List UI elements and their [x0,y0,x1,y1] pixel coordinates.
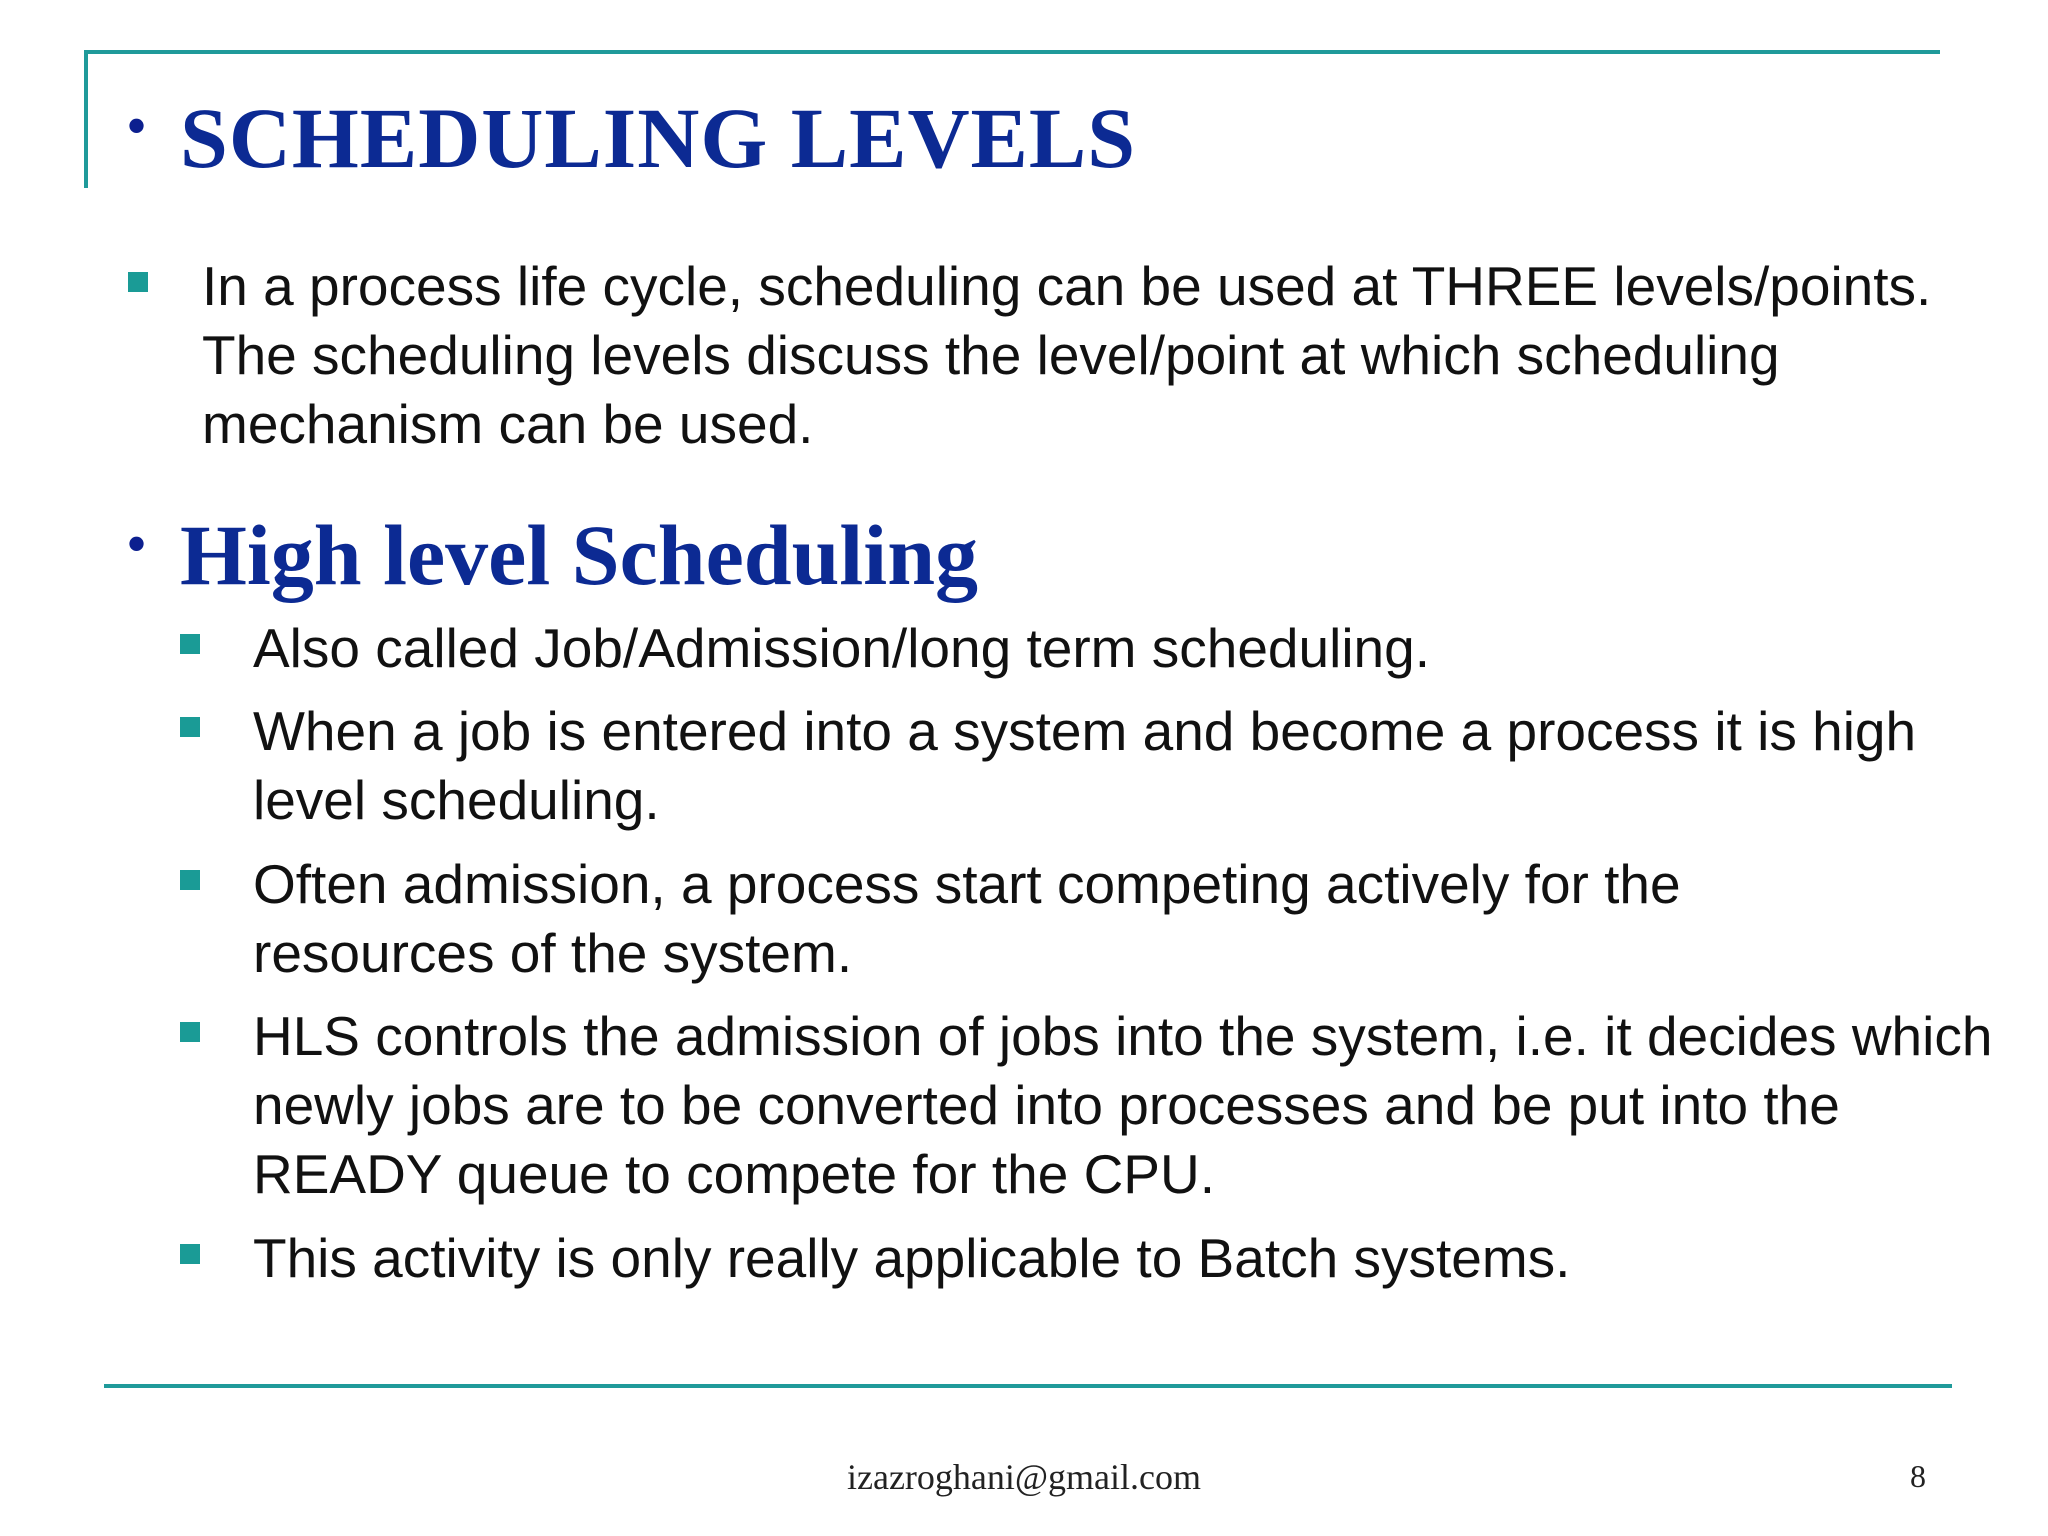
square-bullet-icon [128,272,148,292]
left-frame-line [84,50,88,188]
intro-paragraph: In a process life cycle, scheduling can be used at THREE levels/points. The scheduling levels discuss the level/point at which scheduling mechanism can be used. [202,255,1932,455]
square-bullet-icon [180,1244,200,1264]
footer-email: izazroghani@gmail.com [846,1457,1202,1497]
section-heading: High level Scheduling [180,507,979,603]
title-bullet: • [126,93,148,159]
square-bullet-icon [180,870,200,890]
list-item: Often admission, a process start competing actively for the resources of the system. [253,853,1681,984]
square-bullet-icon [180,1022,200,1042]
list-item: HLS controls the admission of jobs into the system, i.e. it decides which newly jobs are to be converted into processes and be put into the READY queue to compete for the CPU. [253,1005,1993,1205]
square-bullet-icon [180,717,200,737]
list-item: This activity is only really applicable to Batch systems. [253,1227,1571,1289]
list-item: Also called Job/Admission/long term scheduling. [253,617,1430,679]
subheading-bullet: • [126,511,148,577]
list-item: When a job is entered into a system and become a process it is high level scheduling. [253,700,1917,831]
square-bullet-icon [180,634,200,654]
page-number: 8 [1910,1458,1926,1494]
top-divider-line [84,50,1940,54]
bottom-divider-line [104,1384,1952,1388]
slide-title: SCHEDULING LEVELS [180,90,1137,186]
